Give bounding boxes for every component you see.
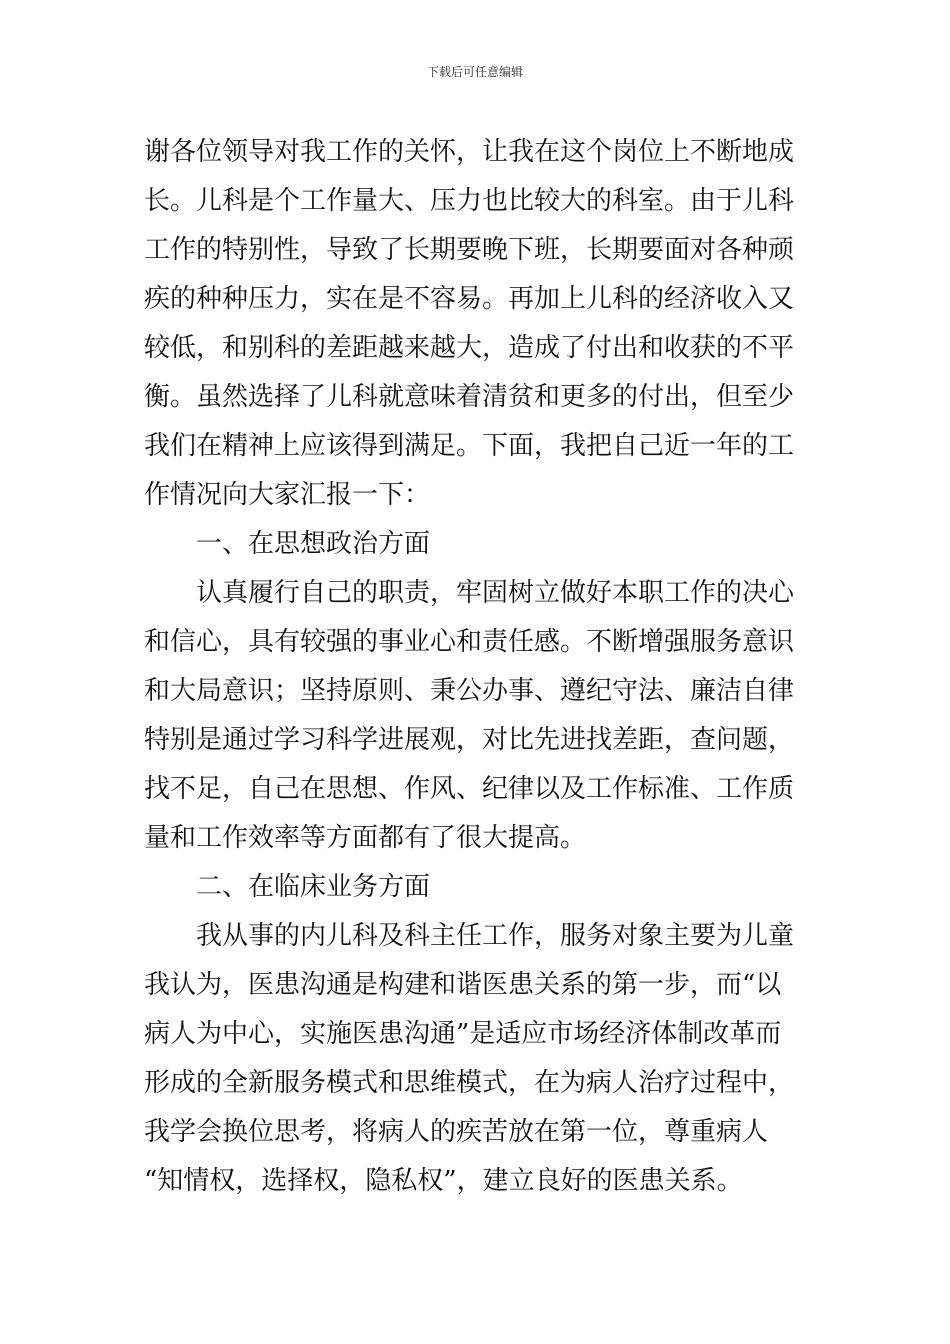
- paragraph-line: 量和工作效率等方面都有了很大提高。: [144, 823, 587, 853]
- paragraph-line: 我学会换位思考，将病人的疾苦放在第一位，尊重病人: [144, 1117, 769, 1147]
- paragraph-line: 病人为中心，实施医患沟通”是适应市场经济体制改革而: [144, 1019, 782, 1049]
- paragraph-line: 作情况向大家汇报一下：: [144, 480, 431, 510]
- section-heading: 一、在思想政治方面: [196, 529, 431, 559]
- paragraph-line: 工作的特别性，导致了长期要晚下班，长期要面对各种顽: [144, 235, 795, 265]
- paragraph-line: 长。儿科是个工作量大、压力也比较大的科室。由于儿科: [144, 186, 795, 216]
- paragraph-line: 较低，和别科的差距越来越大，造成了付出和收获的不平: [144, 333, 795, 363]
- paragraph-line: 谢各位领导对我工作的关怀，让我在这个岗位上不断地成: [144, 137, 795, 167]
- document-body: [144, 128, 808, 1206]
- paragraph-line: “知情权，选择权，隐私权”，建立良好的医患关系。: [144, 1166, 743, 1196]
- section-heading: 二、在临床业务方面: [196, 872, 431, 902]
- paragraph-line: 我们在精神上应该得到满足。下面，我把自己近一年的工: [144, 431, 795, 461]
- paragraph-line: 疾的种种压力，实在是不容易。再加上儿科的经济收入又: [144, 284, 795, 314]
- paragraph-line: 我从事的内儿科及科主任工作，服务对象主要为儿童: [196, 921, 795, 951]
- paragraph-line: 和信心，具有较强的事业心和责任感。不断增强服务意识: [144, 627, 795, 657]
- paragraph-line: 特别是通过学习科学进展观，对比先进找差距，查问题，: [144, 725, 795, 755]
- paragraph-line: 衡。虽然选择了儿科就意味着清贫和更多的付出，但至少: [144, 382, 795, 412]
- paragraph-line: 和大局意识；坚持原则、秉公办事、遵纪守法、廉洁自律: [144, 676, 795, 706]
- paragraph-line: 形成的全新服务模式和思维模式，在为病人治疗过程中，: [144, 1068, 795, 1098]
- paragraph-line: 找不足，自己在思想、作风、纪律以及工作标准、工作质: [144, 774, 795, 804]
- paragraph-line: 我认为，医患沟通是构建和谐医患关系的第一步，而“以: [144, 970, 782, 1000]
- page-header-note: 下载后可任意编辑: [426, 65, 523, 79]
- paragraph-line: 认真履行自己的职责，牢固树立做好本职工作的决心: [196, 578, 795, 608]
